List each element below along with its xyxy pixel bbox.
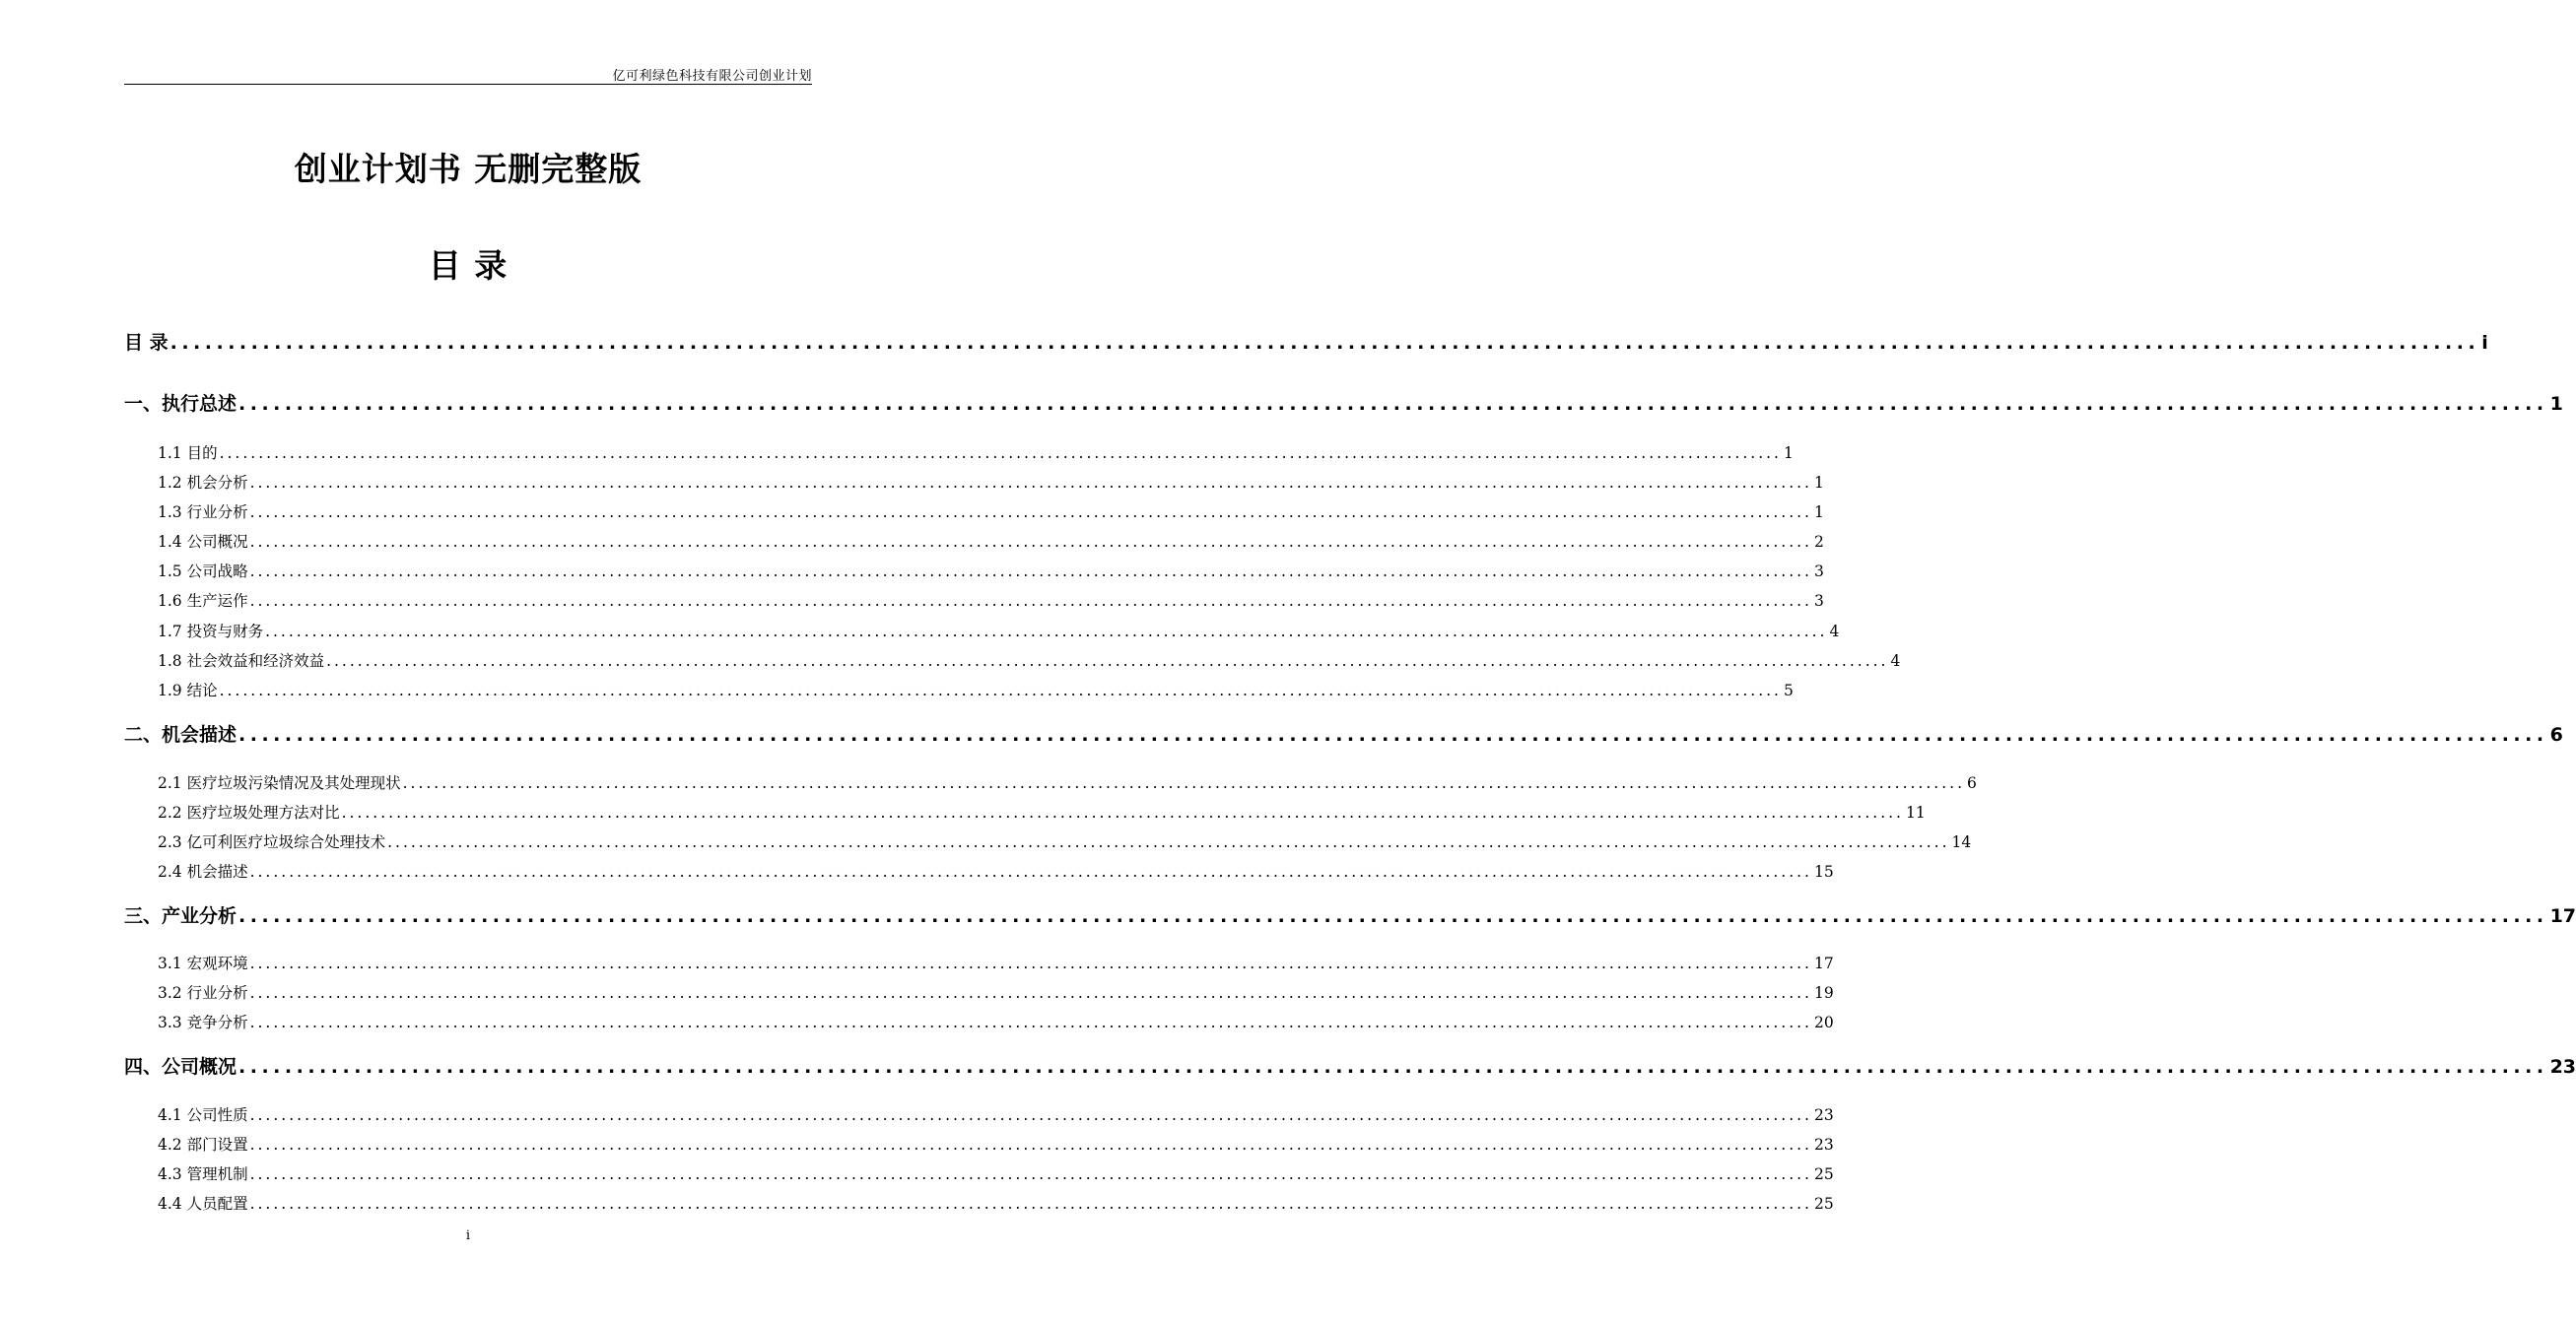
toc-entry[interactable]	[124, 981, 1834, 1003]
toc-entry-label: 1.1 目的	[158, 444, 218, 462]
dot-leader: ........................................................................................................................................................................................................	[238, 393, 2548, 415]
toc-entry-label: 3.2 行业分析	[158, 984, 248, 1002]
dot-leader: ........................................................................................................................................................................................................	[387, 833, 1950, 851]
toc-entry[interactable]	[124, 649, 1901, 671]
toc-entry[interactable]	[124, 679, 1794, 700]
dot-leader: ........................................................................................................................................................................................................	[249, 1165, 1812, 1183]
toc-entry-page: 23	[2549, 1056, 2576, 1078]
toc-entry-page: 3	[1813, 592, 1824, 610]
toc-entry-page: 25	[1813, 1195, 1834, 1213]
toc-entry[interactable]	[124, 801, 1926, 823]
toc-entry-page: 1	[1813, 474, 1824, 492]
toc-entry-page: 15	[1813, 863, 1834, 881]
toc-entry-label: 目 录	[124, 332, 169, 354]
toc-entry-page: 23	[1813, 1136, 1834, 1154]
toc-entry-page: 23	[1813, 1106, 1834, 1124]
dot-leader: ........................................................................................................................................................................................................	[326, 652, 1889, 670]
toc-entry[interactable]	[124, 1011, 1834, 1032]
toc-entry-page: 19	[1813, 984, 1834, 1002]
page-number: i	[465, 1228, 471, 1243]
toc-entry-label: 4.3 管理机制	[158, 1165, 248, 1183]
toc-entry-label: 三、产业分析	[124, 905, 237, 927]
toc-entry-label: 1.7 投资与财务	[158, 623, 264, 640]
toc-entry[interactable]	[124, 1192, 1834, 1214]
toc-entry-page: 11	[1905, 804, 1926, 822]
toc-entry[interactable]	[124, 1133, 1834, 1155]
toc-entry[interactable]	[124, 1103, 1834, 1125]
toc-entry[interactable]	[124, 389, 2563, 416]
toc-entry-page: 20	[1813, 1014, 1834, 1031]
toc-entry-page: 25	[1813, 1165, 1834, 1183]
dot-leader: ........................................................................................................................................................................................................	[341, 804, 1904, 822]
toc-entry-label: 1.2 机会分析	[158, 474, 248, 492]
dot-leader: ........................................................................................................................................................................................................	[249, 474, 1812, 492]
dot-leader: ........................................................................................................................................................................................................	[249, 1136, 1812, 1154]
toc-entry-label: 1.3 行业分析	[158, 503, 248, 521]
dot-leader: ........................................................................................................................................................................................................	[219, 444, 1782, 462]
toc-entry-label: 1.5 公司战略	[158, 563, 248, 580]
toc-entry-label: 2.1 医疗垃圾污染情况及其处理现状	[158, 774, 401, 792]
dot-leader: ........................................................................................................................................................................................................	[249, 984, 1812, 1002]
toc-entry[interactable]	[124, 589, 1824, 611]
toc-entry-page: 17	[1813, 955, 1834, 972]
dot-leader: ........................................................................................................................................................................................................	[169, 332, 2480, 354]
toc-entry[interactable]	[124, 952, 1834, 973]
dot-leader: ........................................................................................................................................................................................................	[219, 682, 1782, 699]
dot-leader: ........................................................................................................................................................................................................	[249, 563, 1812, 580]
toc-entry-page: 5	[1783, 682, 1794, 699]
toc-entry[interactable]	[124, 620, 1840, 641]
dot-leader: ........................................................................................................................................................................................................	[249, 1106, 1812, 1124]
toc-entry-label: 2.3 亿可利医疗垃圾综合处理技术	[158, 833, 386, 851]
dot-leader: ........................................................................................................................................................................................................	[402, 774, 1965, 792]
toc-entry-label: 1.8 社会效益和经济效益	[158, 652, 325, 670]
toc-entry-page: 3	[1813, 563, 1824, 580]
toc-entry-label: 3.3 竞争分析	[158, 1014, 248, 1031]
header-rule	[124, 84, 812, 85]
toc-heading: 目 录	[428, 246, 508, 285]
dot-leader: ........................................................................................................................................................................................................	[249, 533, 1812, 551]
toc-entry[interactable]	[124, 771, 1977, 793]
toc-entry[interactable]	[124, 471, 1824, 493]
toc-entry-page: 4	[1829, 623, 1840, 640]
toc-entry-label: 一、执行总述	[124, 393, 237, 415]
toc-entry-label: 2.2 医疗垃圾处理方法对比	[158, 804, 340, 822]
toc-entry[interactable]	[124, 720, 2563, 747]
dot-leader: ........................................................................................................................................................................................................	[249, 1195, 1812, 1213]
toc-entry[interactable]	[124, 1052, 2576, 1079]
toc-entry-label: 4.1 公司性质	[158, 1106, 248, 1124]
toc-entry[interactable]	[124, 1162, 1834, 1184]
dot-leader: ........................................................................................................................................................................................................	[249, 503, 1812, 521]
toc-entry[interactable]	[124, 901, 2576, 928]
toc-entry[interactable]	[124, 500, 1824, 522]
dot-leader: ........................................................................................................................................................................................................	[249, 592, 1812, 610]
toc-entry-label: 四、公司概况	[124, 1056, 237, 1078]
toc-entry-page: 4	[1890, 652, 1901, 670]
toc-entry-label: 4.2 部门设置	[158, 1136, 248, 1154]
toc-entry-page: 17	[2549, 905, 2576, 927]
toc-entry[interactable]	[124, 328, 2488, 355]
toc-entry-label: 3.1 宏观环境	[158, 955, 248, 972]
dot-leader: ........................................................................................................................................................................................................	[249, 1014, 1812, 1031]
toc-entry-page: 6	[2549, 724, 2563, 746]
dot-leader: ........................................................................................................................................................................................................	[265, 623, 1828, 640]
running-header: 亿可利绿色科技有限公司创业计划	[612, 69, 812, 84]
dot-leader: ........................................................................................................................................................................................................	[238, 1056, 2548, 1078]
toc-entry-page: 1	[1813, 503, 1824, 521]
toc-entry-page: 1	[1783, 444, 1794, 462]
dot-leader: ........................................................................................................................................................................................................	[238, 724, 2548, 746]
dot-leader: ........................................................................................................................................................................................................	[249, 955, 1812, 972]
toc-entry[interactable]	[124, 441, 1794, 463]
toc-entry-label: 1.9 结论	[158, 682, 218, 699]
toc-entry-page: i	[2481, 332, 2488, 354]
toc-entry-label: 4.4 人员配置	[158, 1195, 248, 1213]
toc-entry-page: 1	[2549, 393, 2563, 415]
dot-leader: ........................................................................................................................................................................................................	[238, 905, 2548, 927]
toc-entry[interactable]	[124, 860, 1834, 882]
toc-entry-label: 1.4 公司概况	[158, 533, 248, 551]
toc-entry[interactable]	[124, 530, 1824, 552]
toc-entry-page: 2	[1813, 533, 1824, 551]
toc-entry-label: 二、机会描述	[124, 724, 237, 746]
toc-entry-page: 6	[1967, 774, 1977, 792]
toc-entry-label: 2.4 机会描述	[158, 863, 248, 881]
toc-entry[interactable]	[124, 560, 1824, 581]
toc-entry-page: 14	[1951, 833, 1972, 851]
toc-entry[interactable]	[124, 830, 1972, 852]
document-title: 创业计划书 无删完整版	[294, 150, 643, 188]
dot-leader: ........................................................................................................................................................................................................	[249, 863, 1812, 881]
toc-entry-label: 1.6 生产运作	[158, 592, 248, 610]
